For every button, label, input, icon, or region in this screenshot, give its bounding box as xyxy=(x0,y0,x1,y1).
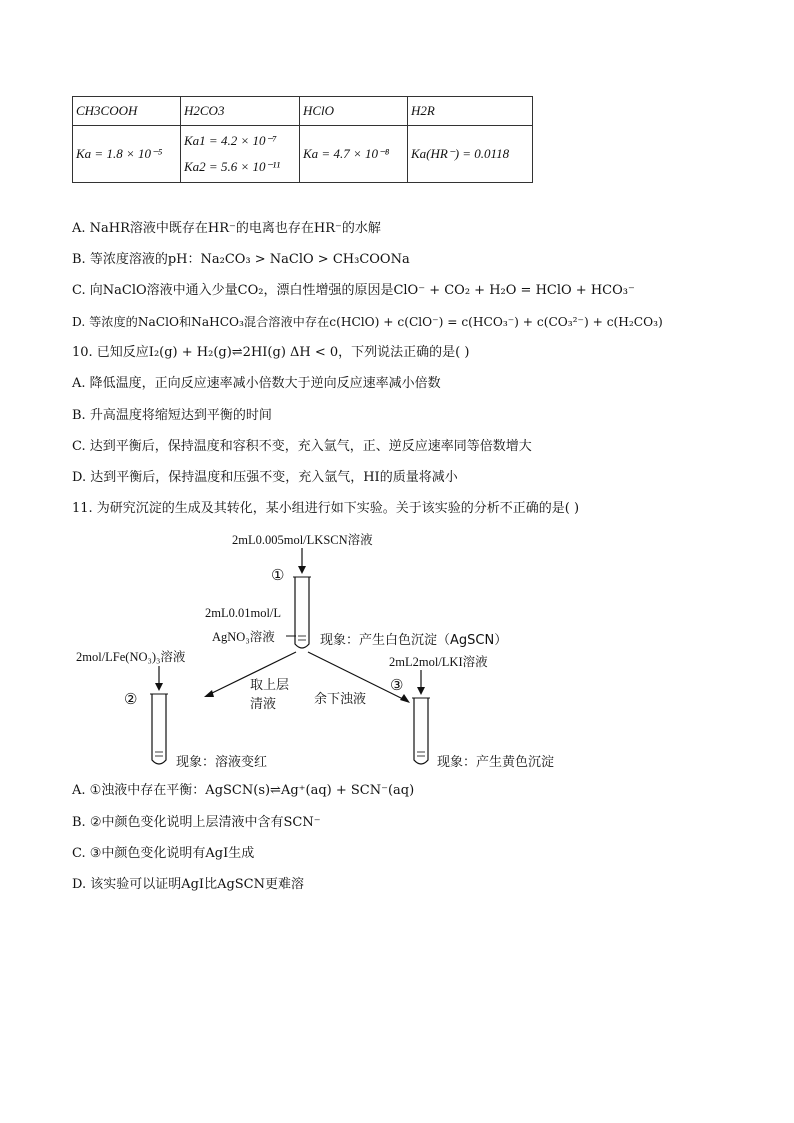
q10-option-c: C. 达到平衡后，保持温度和容积不变，充入氩气，正、逆反应速率同等倍数增大 xyxy=(72,439,532,454)
tube-2-number: ② xyxy=(124,692,138,708)
agno3-solution-label: AgNO₃溶液 xyxy=(212,630,275,644)
tube-3-number: ③ xyxy=(390,678,404,694)
q10-option-b: B. 升高温度将缩短达到平衡的时间 xyxy=(72,408,272,423)
header-h2r: H2R xyxy=(408,97,533,126)
q10-stem: 10. 已知反应I₂(g) + H₂(g)⇌2HI(g) ΔH < 0，下列说法正确的是( ) xyxy=(72,345,470,360)
take-upper-label-1: 取上层 xyxy=(250,678,290,693)
tube-1-number: ① xyxy=(271,568,285,584)
q11-stem: 11. 为研究沉淀的生成及其转化，某小组进行如下实验。关于该实验的分析不正确的是( ) xyxy=(72,501,580,516)
ka-ch3cooh: Ka = 1.8 × 10⁻⁵ xyxy=(73,126,181,183)
q9-option-b: B. 等浓度溶液的pH：Na₂CO₃ > NaClO > CH₃COONa xyxy=(72,252,410,267)
q9-option-d: D. 等浓度的NaClO和NaHCO₃混合溶液中存在c(HClO) + c(ClO⁻) = c(HCO₃⁻) + c(CO₃²⁻) + c(H₂CO₃) xyxy=(72,315,663,329)
ka-hclo: Ka = 4.7 × 10⁻⁸ xyxy=(300,126,408,183)
q9-option-c: C. 向NaClO溶液中通入少量CO₂，漂白性增强的原因是ClO⁻ + CO₂ + H₂O = HClO + HCO₃⁻ xyxy=(72,283,635,298)
q9-option-a: A. NaHR溶液中既存在HR⁻的电离也存在HR⁻的水解 xyxy=(72,221,381,236)
take-upper-label-2: 清液 xyxy=(250,697,277,712)
q11-option-c: C. ③中颜色变化说明有AgI生成 xyxy=(72,846,255,861)
ka1-h2co3: Ka1 = 4.2 × 10⁻⁷ xyxy=(184,133,277,148)
q11-option-b: B. ②中颜色变化说明上层清液中含有SCN⁻ xyxy=(72,815,321,830)
q11-option-a: A. ①浊液中存在平衡：AgSCN(s)⇌Ag⁺(aq) + SCN⁻(aq) xyxy=(72,783,415,798)
q10-option-d: D. 达到平衡后，保持温度和压强不变，充入氩气，HI的质量将减小 xyxy=(72,470,458,485)
header-h2co3: H2CO3 xyxy=(181,97,300,126)
q10-option-a: A. 降低温度，正向反应速率减小倍数大于逆向反应速率减小倍数 xyxy=(72,376,441,391)
ka-h2r: Ka(HR⁻) = 0.0118 xyxy=(408,126,533,183)
ka2-h2co3: Ka2 = 5.6 × 10⁻¹¹ xyxy=(184,159,281,174)
observation-1: 现象：产生白色沉淀（AgSCN） xyxy=(320,633,508,648)
reagent-kscn-label: 2mL0.005mol/LKSCN溶液 xyxy=(232,533,373,547)
q11-option-d: D. 该实验可以证明AgI比AgSCN更难溶 xyxy=(72,877,305,892)
remaining-turbid-label: 余下浊液 xyxy=(314,692,367,707)
reagent-fe-nitrate-label: 2mol/LFe(NO₃)₃溶液 xyxy=(76,650,186,664)
header-hclo: HClO xyxy=(300,97,408,126)
agno3-concentration-label: 2mL0.01mol/L xyxy=(205,606,282,620)
observation-2: 现象：溶液变红 xyxy=(176,755,268,770)
observation-3: 现象：产生黄色沉淀 xyxy=(437,755,555,770)
reagent-ki-label: 2mL2mol/LKI溶液 xyxy=(389,655,488,669)
header-ch3cooh: CH3COOH xyxy=(73,97,181,126)
